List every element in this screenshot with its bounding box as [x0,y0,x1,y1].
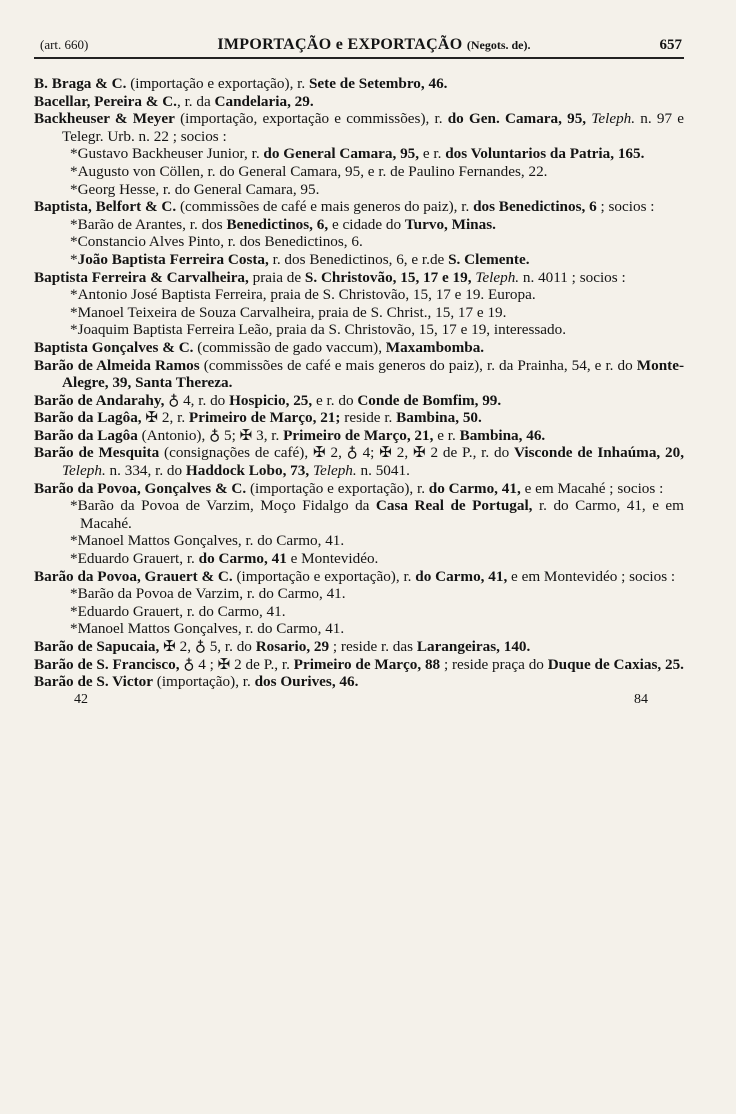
running-title-main: IMPORTAÇÃO e EXPORTAÇÃO [217,36,463,53]
firm-entry: Barão da Povoa, Gonçalves & C. (importação e exportação), r. do Carmo, 41, e em Macahé ; socios : [34,479,664,497]
firm-entry: B. Braga & C. (importação e exportação), r. Sete de Setembro, 46. [34,75,448,92]
article-ref: (art. 660) [40,37,89,52]
page-header [34,36,684,59]
firm-entry: Baptista Gonçalves & C. (commissão de gado vaccum), Maxambomba. [34,338,485,356]
partner-line: *Manoel Mattos Gonçalves, r. do Carmo, 41. [70,620,345,638]
firm-entry: Barão da Povoa, Grauert & C. (importação e exportação), r. do Carmo, 41, e em Montevidéo ; socios : [34,567,676,585]
firm-entry: Barão da Lagôa, ✠ 2, r. Primeiro de Março, 21; reside r. Bambina, 50. [34,409,482,427]
partner-line: *Joaquim Baptista Ferreira Leão, praia da S. Christovão, 15, 17 e 19, interessado. [70,321,567,339]
running-title [217,36,530,54]
entries-list [34,75,684,691]
firm-entry: Barão de Almeida Ramos (commissões de café e mais generos do paiz), r. da Prainha, 54, e r. do Monte-Alegre, 39, Santa Thereza. [34,356,684,392]
firm-entry: Backheuser & Meyer (importação, exportação e commissões), r. do Gen. Camara, 95, Teleph. n. 97 e Telegr. Urb. n. 22 ; socios : [34,110,684,145]
firm-entry: Baptista, Belfort & C. (commissões de café e mais generos do paiz), r. dos Benedictinos, 6 ; socios : [34,198,655,216]
firm-entry: Barão de Sapucaia, ✠ 2, ♁ 5, r. do Rosario, 29 ; reside r. das Larangeiras, 140. [34,638,531,655]
firm-entry: Barão de S. Francisco, ♁ 4 ; ✠ 2 de P., r. Primeiro de Março, 88 ; reside praça do Duque de Caxias, 25. [34,655,684,673]
firm-entry: Baptista Ferreira & Carvalheira, praia de S. Christovão, 15, 17 e 19, Teleph. n. 4011 ; socios : [34,268,626,286]
partner-line: *Eduardo Grauert, r. do Carmo, 41 e Montevidéo. [70,550,379,568]
page-footer [34,692,684,708]
partner-line: *Constancio Alves Pinto, r. dos Benedictinos, 6. [70,233,363,251]
firm-entry: Barão de Mesquita (consignações de café), ✠ 2, ♁ 4; ✠ 2, ✠ 2 de P., r. do Visconde de Inhaúma, 20, Teleph. n. 334, r. do Haddock Lobo, 73, Teleph. n. 5041. [34,444,685,480]
firm-entry: Bacellar, Pereira & C., r. da Candelaria, 29. [34,92,314,110]
page-number: 657 [659,37,682,53]
running-title-sub: (Negots. de). [466,38,531,52]
partner-line: *Barão de Arantes, r. dos Benedictinos, 6, e cidade do Turvo, Minas. [70,215,496,233]
partner-line: *João Baptista Ferreira Costa, r. dos Benedictinos, 6, e r.de S. Clemente. [70,250,530,268]
partner-line: *Augusto von Cöllen, r. do General Camara, 95, e r. de Paulino Fernandes, 22. [70,162,548,180]
partner-line: *Manoel Mattos Gonçalves, r. do Carmo, 41. [70,532,345,550]
firm-entry: Barão da Lagôa (Antonio), ♁ 5; ✠ 3, r. Primeiro de Março, 21, e r. Bambina, 46. [34,426,546,444]
firm-entry: Barão de S. Victor (importação), r. dos Ourives, 46. [34,673,359,691]
directory-page [34,36,684,708]
sheet-number: 84 [634,691,648,707]
partner-line: *Georg Hesse, r. do General Camara, 95. [70,180,320,198]
partner-line: *Antonio José Baptista Ferreira, praia de S. Christovão, 15, 17 e 19. Europa. [70,286,536,304]
partner-line: *Manoel Teixeira de Souza Carvalheira, praia de S. Christ., 15, 17 e 19. [70,303,507,321]
partner-line: *Barão da Povoa de Varzim, Moço Fidalgo da Casa Real de Portugal, r. do Carmo, 41, e em Macahé. [70,497,684,532]
partner-line: *Barão da Povoa de Varzim, r. do Carmo, 41. [70,585,346,603]
partner-line: *Eduardo Grauert, r. do Carmo, 41. [70,602,286,620]
signature-mark: 42 [74,691,88,707]
firm-entry: Barão de Andarahy, ♁ 4, r. do Hospicio, 25, e r. do Conde de Bomfim, 99. [34,391,502,409]
partner-line: *Gustavo Backheuser Junior, r. do General Camara, 95, e r. dos Voluntarios da Patria, 165. [70,145,645,163]
